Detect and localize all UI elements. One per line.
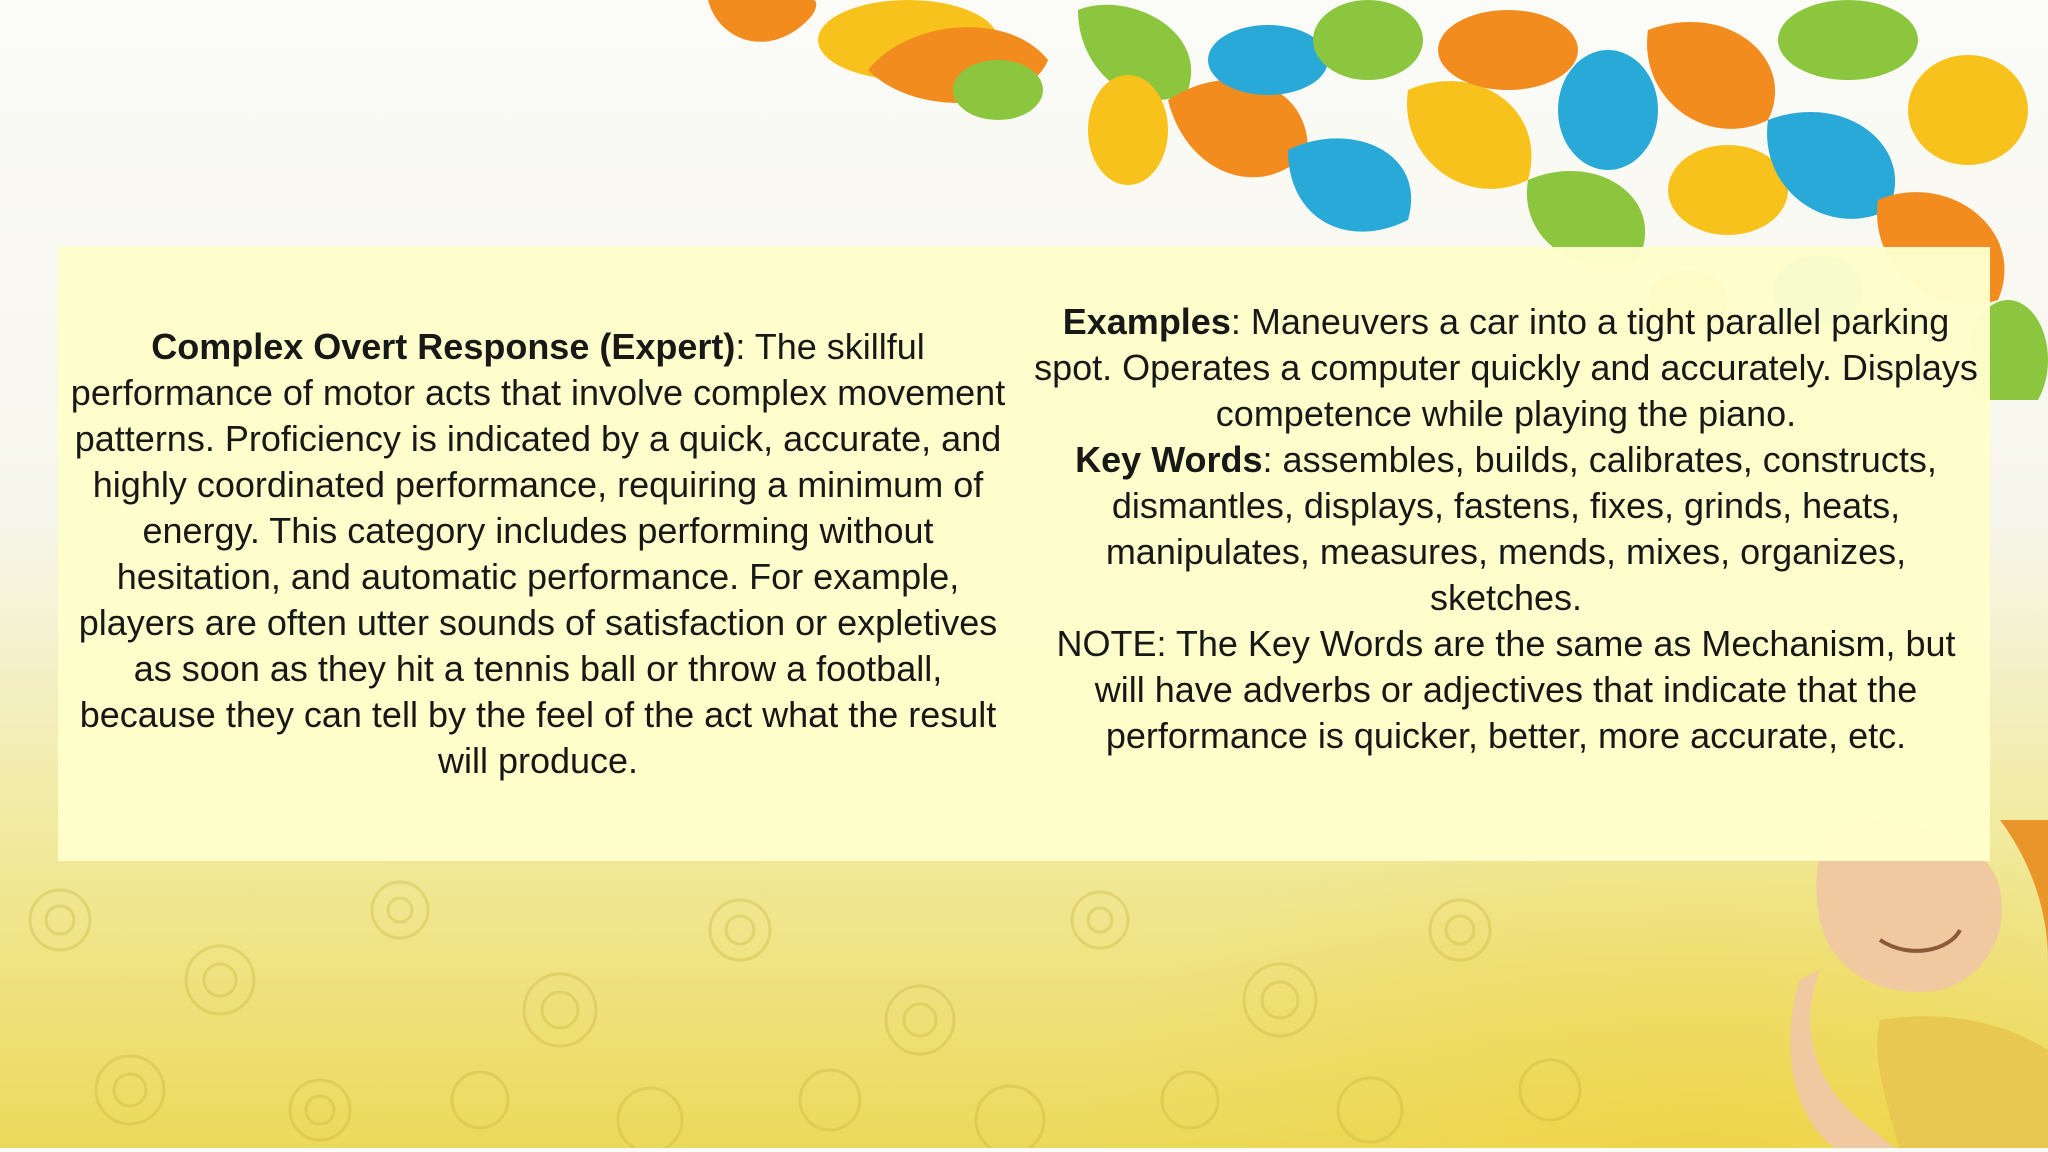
examples-column bbox=[1030, 247, 1982, 861]
examples-paragraph bbox=[1030, 299, 1982, 437]
definition-text: : The skillful performance of motor acts that involve complex movement patterns. Proficiency is indicated by a quick, accurate, and highly coordinated performance, requiring a minimum of energy. This category includes performing without hesitation, and automatic performance. For example, players are often utter sounds of satisfaction or expletives as soon as they hit a tennis ball or throw a football, because they can tell by the feel of the act what the result will produce. bbox=[70, 326, 1006, 781]
definition-paragraph bbox=[68, 324, 1008, 784]
keywords-text: : assembles, builds, calibrates, constructs, dismantles, displays, fastens, fixes, grinds, heats, manipulates, measures, mends, mixes, organizes, sketches. bbox=[1105, 439, 1937, 618]
content-box bbox=[58, 247, 1990, 861]
examples-label: Examples bbox=[1062, 301, 1231, 342]
keywords-label: Key Words bbox=[1075, 439, 1263, 480]
definition-column bbox=[68, 247, 1008, 861]
note-paragraph: NOTE: The Key Words are the same as Mechanism, but will have adverbs or adjectives that indicate that the performance is quicker, better, more accurate, etc. bbox=[1056, 623, 1956, 756]
keywords-paragraph bbox=[1030, 437, 1982, 621]
examples-text: : Maneuvers a car into a tight parallel parking spot. Operates a computer quickly and accurately. Displays competence while playing the piano. bbox=[1034, 301, 1978, 434]
bottom-edge bbox=[0, 1148, 2048, 1152]
thinking-person-illustration bbox=[1700, 820, 2048, 1152]
definition-term: Complex Overt Response (Expert) bbox=[151, 326, 736, 367]
